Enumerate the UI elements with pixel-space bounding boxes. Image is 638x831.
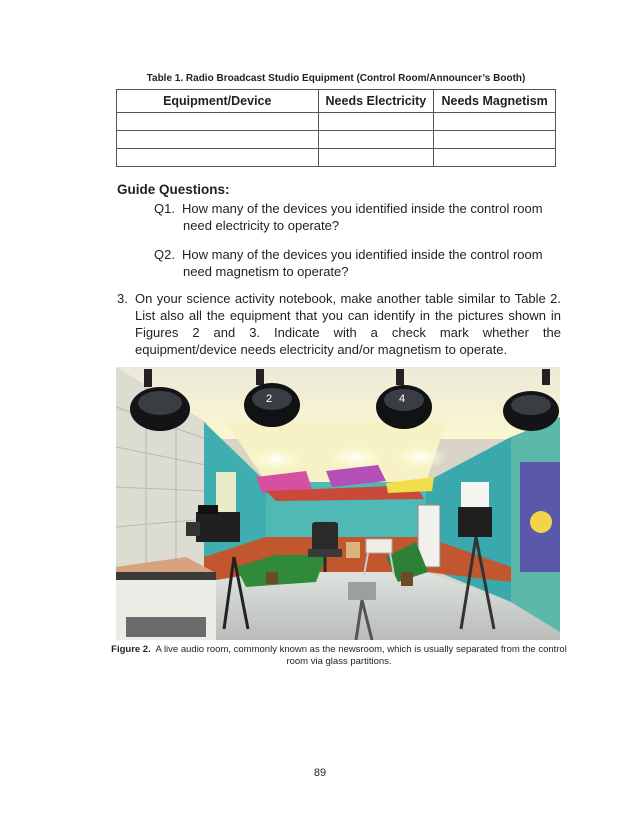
table-cell — [117, 131, 319, 149]
video-camera-right — [458, 507, 492, 537]
question-2-label: Q2. — [154, 247, 175, 262]
question-1-line1: How many of the devices you identified inside the control room — [182, 201, 543, 216]
table-cell — [434, 149, 556, 167]
ceiling-light-glow — [248, 447, 304, 471]
equipment-strip — [116, 572, 216, 580]
table-cell — [434, 131, 556, 149]
question-1-line2: need electricity to operate? — [183, 218, 340, 233]
table-row — [117, 131, 556, 149]
question-2 — [154, 246, 554, 280]
camera-lens — [186, 522, 200, 536]
header-equipment: Equipment/Device — [117, 90, 319, 113]
equipment-table — [116, 89, 556, 167]
guide-questions-heading: Guide Questions: — [117, 182, 230, 197]
figure-caption-text: A live audio room, commonly known as the newsroom, which is usually separated from the control room via glass partitions. — [155, 644, 567, 667]
table-cell — [434, 113, 556, 131]
side-table — [346, 542, 360, 558]
page-number: 89 — [313, 767, 327, 779]
black-chair-seat — [308, 549, 342, 557]
table-cell — [318, 113, 434, 131]
figure-label: Figure 2. — [111, 644, 151, 655]
equipment-panel — [126, 617, 206, 637]
table-cell — [318, 131, 434, 149]
instruction-item-3 — [117, 290, 561, 358]
video-camera-left — [196, 512, 240, 542]
table-cell — [318, 149, 434, 167]
table-row — [117, 113, 556, 131]
right-plant-pot — [401, 572, 413, 586]
studio-photo — [116, 367, 560, 640]
table-cell — [117, 113, 319, 131]
black-chair — [312, 522, 338, 552]
light-label-2: 2 — [266, 393, 273, 405]
question-1-label: Q1. — [154, 201, 175, 216]
table-caption: Table 1. Radio Broadcast Studio Equipment (Control Room/Announcer’s Booth) — [146, 73, 526, 84]
light-label-4: 4 — [399, 393, 406, 405]
header-magnetism: Needs Magnetism — [434, 90, 556, 113]
camera-viewfinder — [198, 505, 218, 514]
question-2-line2: need magnetism to operate? — [183, 264, 349, 279]
instruction-text: On your science activity notebook, make another table similar to Table 2. List also all the equipment that you can identify in the pictures shown in Figures 2 and 3. Indicate with a check mark whether the equipment/device needs electricity and/or magnetism to operate. — [135, 291, 561, 357]
left-plant-pot — [266, 572, 278, 584]
banner-logo — [530, 511, 552, 533]
white-chair — [366, 539, 392, 553]
center-camera-stand — [348, 582, 376, 600]
question-2-line1: How many of the devices you identified inside the control room — [182, 247, 543, 262]
instruction-number: 3. — [117, 291, 128, 306]
figure-caption — [106, 644, 572, 668]
table-row — [117, 149, 556, 167]
table-header-row — [117, 90, 556, 113]
ceiling-light-glow — [393, 445, 449, 469]
header-electricity: Needs Electricity — [318, 90, 434, 113]
table-cell — [117, 149, 319, 167]
question-1 — [154, 200, 554, 234]
